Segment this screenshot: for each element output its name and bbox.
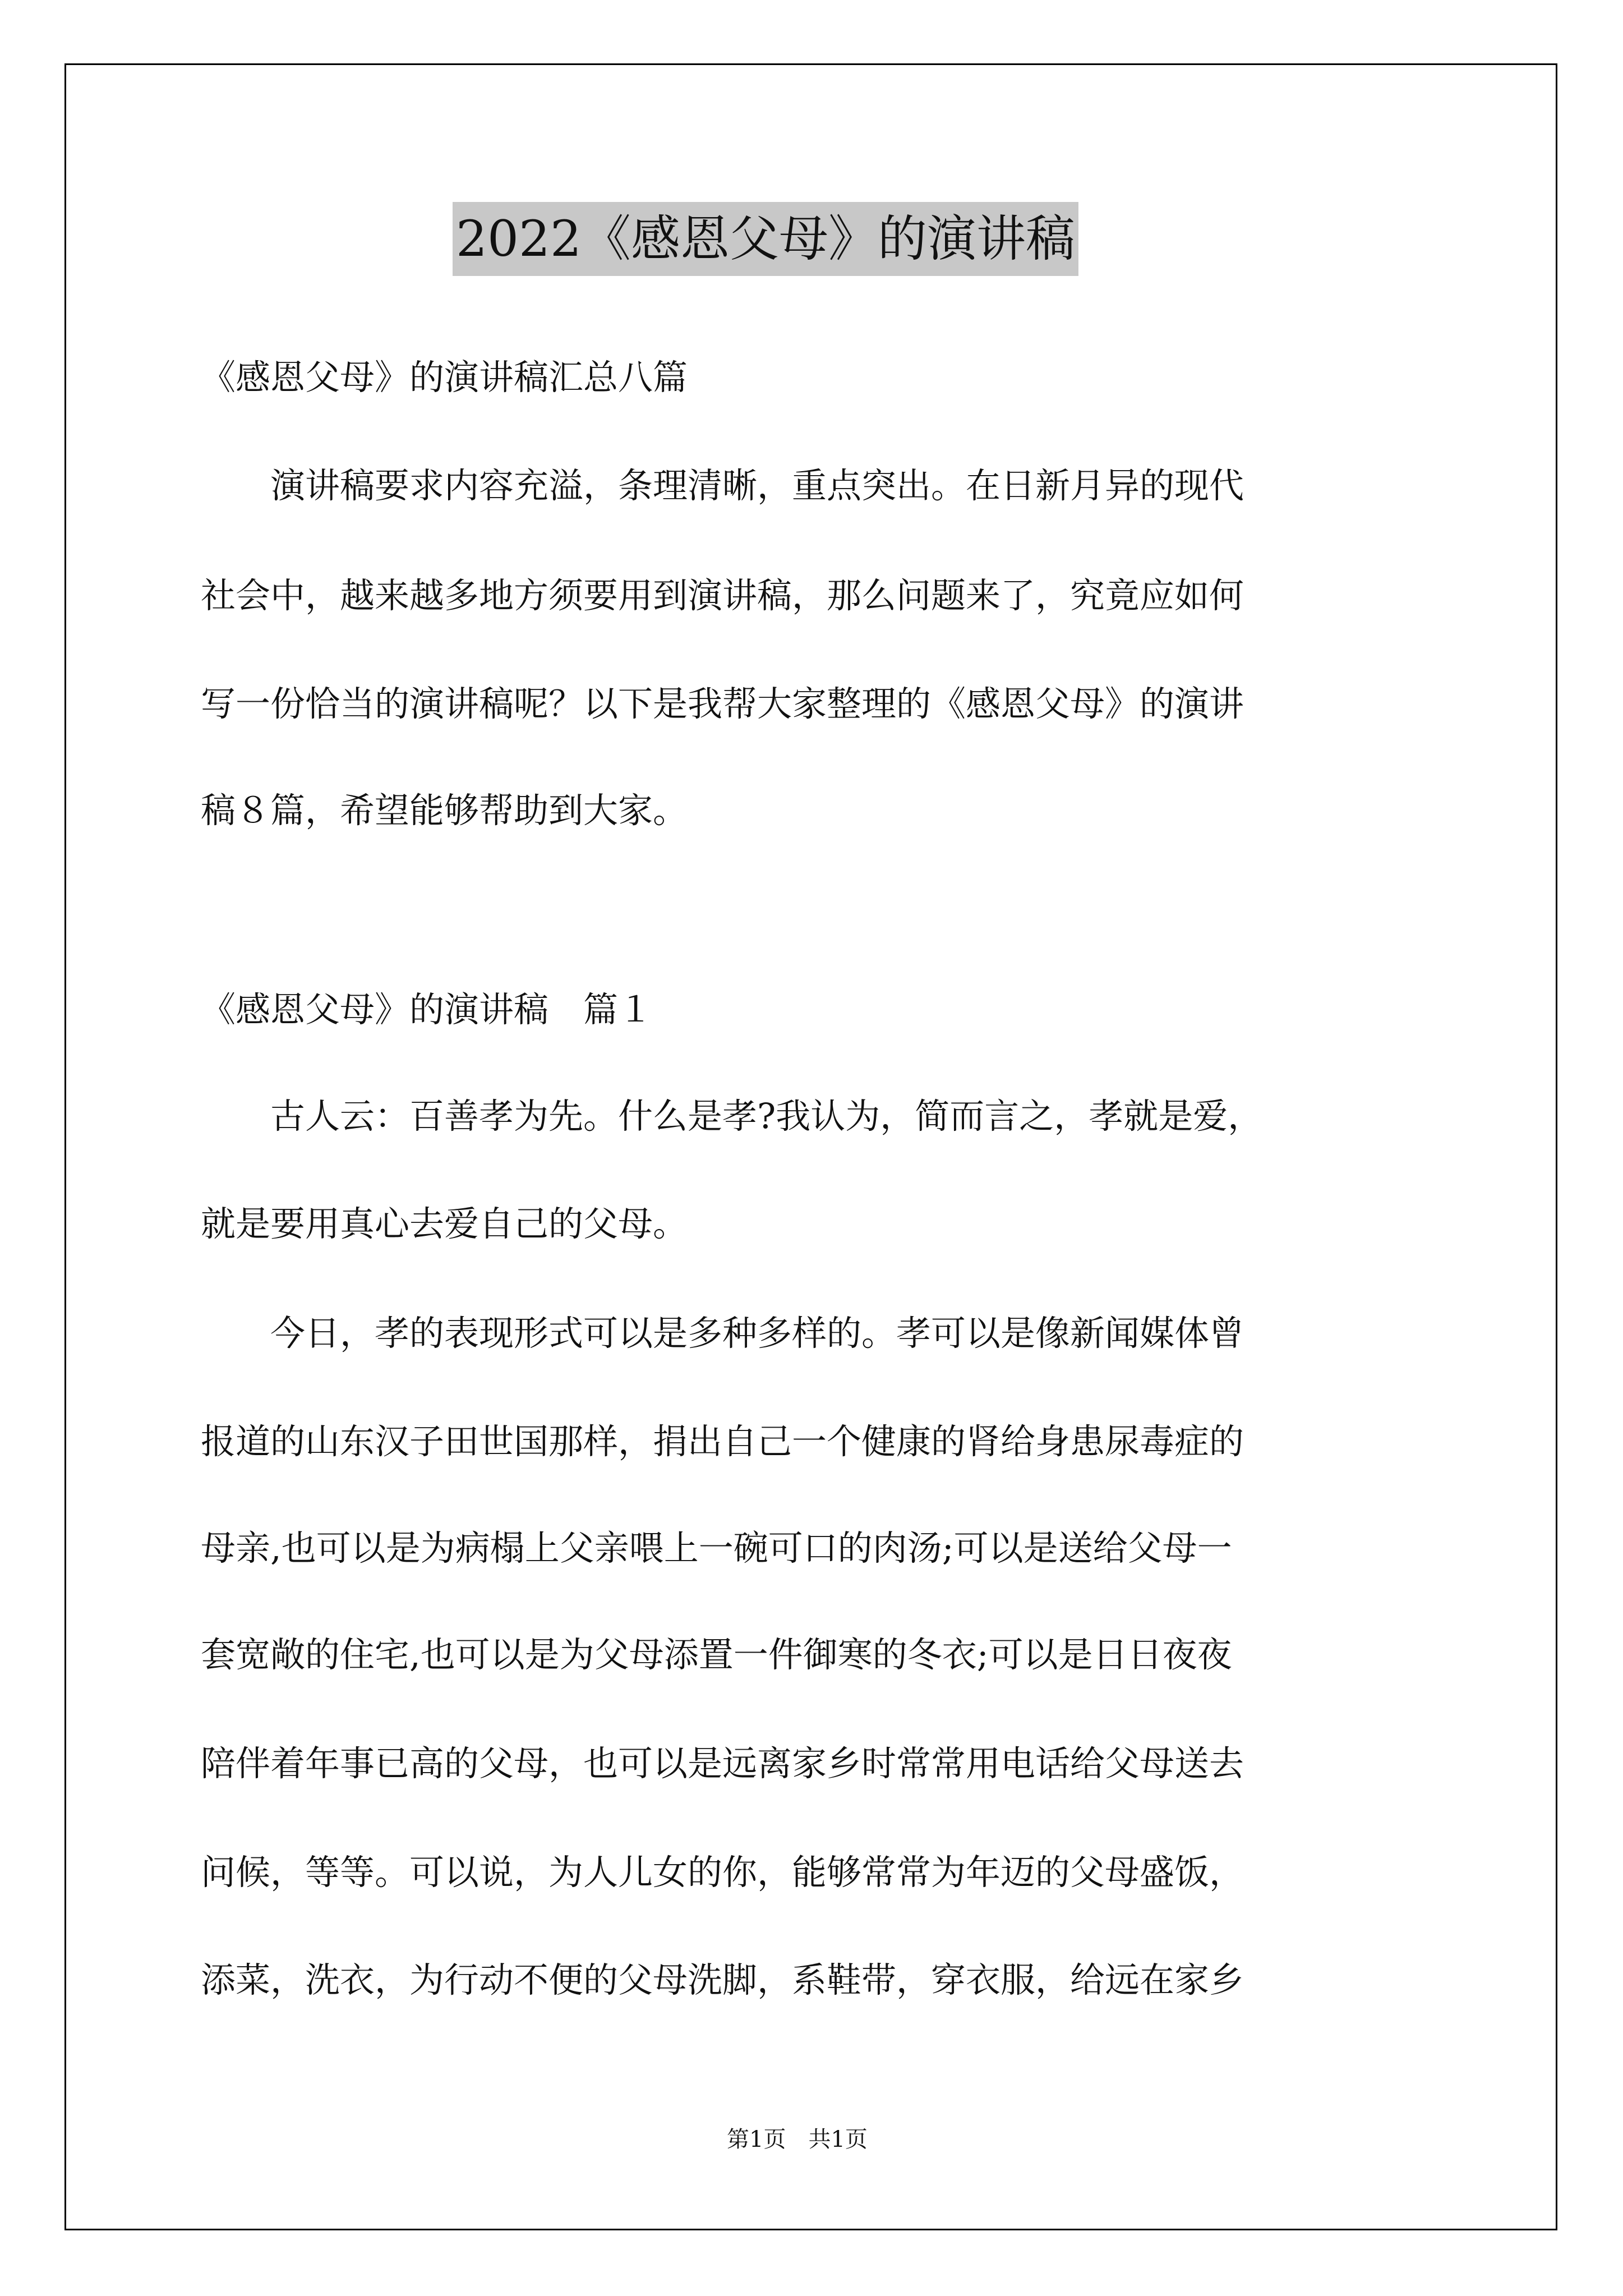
paragraph-line: 问候，等等。可以说，为人儿女的你，能够常常为年迈的父母盛饭，: [201, 1852, 1244, 1893]
page-footer: 第1页 共1页: [727, 2127, 868, 2152]
paragraph-line: 母亲,也可以是为病榻上父亲喂上一碗可口的肉汤;可以是送给父母一: [201, 1527, 1232, 1568]
paragraph-line: 今日，孝的表现形式可以是多种多样的。孝可以是像新闻媒体曾: [201, 1313, 1244, 1354]
document-title: 2022《感恩父母》的演讲稿: [453, 202, 1078, 276]
paragraph-line: 陪伴着年事已高的父母，也可以是远离家乡时常常用电话给父母送去: [201, 1743, 1244, 1784]
paragraph-line: 就是要用真心去爱自己的父母。: [201, 1203, 688, 1244]
paragraph-line: 套宽敞的住宅,也可以是为父母添置一件御寒的冬衣;可以是日日夜夜: [201, 1634, 1232, 1675]
paragraph-line: 稿８篇，希望能够帮助到大家。: [201, 790, 688, 831]
section-heading: 《感恩父母》的演讲稿 篇１: [201, 989, 653, 1030]
paragraph-line: 写一份恰当的演讲稿呢？以下是我帮大家整理的《感恩父母》的演讲: [201, 683, 1244, 724]
paragraph-line: 演讲稿要求内容充溢，条理清晰，重点突出。在日新月异的现代: [201, 465, 1244, 506]
paragraph-line: 社会中，越来越多地方须要用到演讲稿，那么问题来了，究竟应如何: [201, 575, 1244, 616]
subtitle: 《感恩父母》的演讲稿汇总八篇: [201, 357, 688, 398]
paragraph-line: 添菜，洗衣，为行动不便的父母洗脚，系鞋带，穿衣服，给远在家乡: [201, 1959, 1244, 2000]
paragraph-line: 报道的山东汉子田世国那样，捐出自己一个健康的肾给身患尿毒症的: [201, 1421, 1244, 1462]
paragraph-line: 古人云：百善孝为先。什么是孝?我认为，简而言之，孝就是爱，: [201, 1096, 1263, 1137]
